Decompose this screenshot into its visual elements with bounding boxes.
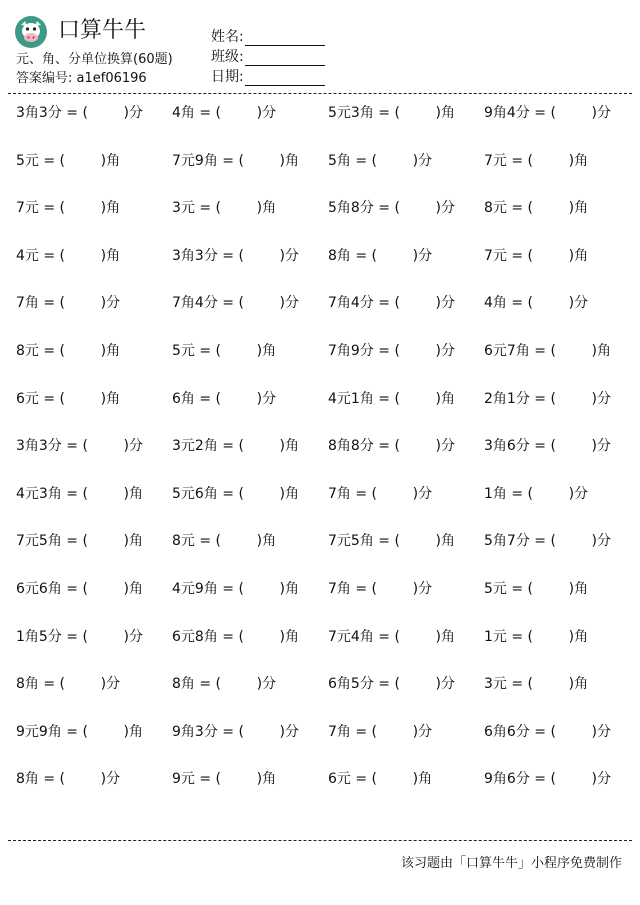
conversion-problem[interactable]: 7角 = ( )分: [328, 723, 433, 740]
name-label: 姓名:: [211, 29, 244, 45]
conversion-problem[interactable]: 7元9角 = ( )角: [172, 152, 299, 169]
conversion-problem[interactable]: 4角 = ( )分: [172, 105, 277, 121]
conversion-problem[interactable]: 3角3分 = ( )分: [16, 438, 143, 455]
conversion-problem[interactable]: 8元 = ( )角: [484, 200, 589, 217]
conversion-problem[interactable]: 9角3分 = ( )分: [172, 723, 299, 740]
conversion-problem[interactable]: 3角6分 = ( )分: [484, 438, 611, 455]
app-title: 口算牛牛: [58, 18, 147, 43]
problem-row: [0, 334, 640, 382]
problem-row: [0, 667, 640, 715]
conversion-problem[interactable]: 8角 = ( )分: [16, 676, 121, 693]
conversion-problem[interactable]: 2角1分 = ( )分: [484, 390, 611, 407]
conversion-problem[interactable]: 3元 = ( )角: [172, 200, 277, 217]
conversion-problem[interactable]: 9元9角 = ( )角: [16, 723, 143, 740]
conversion-problem[interactable]: 1角 = ( )分: [484, 485, 589, 502]
class-blank[interactable]: [245, 50, 325, 66]
problem-row: [0, 429, 640, 477]
problem-grid: [0, 96, 640, 810]
problem-row: [0, 620, 640, 668]
class-label: 班级:: [211, 49, 244, 65]
top-divider: [8, 93, 632, 94]
problem-row: [0, 477, 640, 525]
conversion-problem[interactable]: 7元5角 = ( )角: [16, 533, 143, 550]
footer-credit: 该习题由「口算牛牛」小程序免费制作: [400, 856, 622, 871]
conversion-problem[interactable]: 7角 = ( )分: [16, 295, 121, 312]
conversion-problem[interactable]: 4角 = ( )分: [484, 295, 589, 312]
conversion-problem[interactable]: 7角 = ( )分: [328, 580, 433, 597]
date-field[interactable]: [211, 66, 325, 86]
conversion-problem[interactable]: 7角4分 = ( )分: [328, 295, 455, 312]
conversion-problem[interactable]: 6角6分 = ( )分: [484, 723, 611, 740]
conversion-problem[interactable]: 6元8角 = ( )角: [172, 628, 299, 645]
problem-row: [0, 239, 640, 287]
conversion-problem[interactable]: 4元3角 = ( )角: [16, 485, 143, 502]
student-info-fields: [211, 26, 325, 86]
conversion-problem[interactable]: 6角 = ( )分: [172, 390, 277, 407]
conversion-problem[interactable]: 8元 = ( )角: [16, 342, 121, 359]
conversion-problem[interactable]: 7角4分 = ( )分: [172, 295, 299, 312]
conversion-problem[interactable]: 1元 = ( )角: [484, 628, 589, 645]
conversion-problem[interactable]: 5角7分 = ( )分: [484, 533, 611, 550]
conversion-problem[interactable]: 3元 = ( )角: [484, 676, 589, 693]
conversion-problem[interactable]: 8元 = ( )角: [172, 533, 277, 550]
conversion-problem[interactable]: 4元 = ( )角: [16, 247, 121, 264]
problem-row: [0, 762, 640, 810]
conversion-problem[interactable]: 5角 = ( )分: [328, 152, 433, 169]
conversion-problem[interactable]: 6元6角 = ( )角: [16, 580, 143, 597]
conversion-problem[interactable]: 5元6角 = ( )角: [172, 485, 299, 502]
conversion-problem[interactable]: 7元5角 = ( )角: [328, 533, 455, 550]
conversion-problem[interactable]: 8角 = ( )分: [172, 676, 277, 693]
problem-row: [0, 382, 640, 430]
worksheet-subtitle: 元、角、分单位换算(60题): [16, 52, 173, 67]
conversion-problem[interactable]: 6元 = ( )角: [328, 771, 433, 788]
conversion-problem[interactable]: 7元4角 = ( )角: [328, 628, 455, 645]
conversion-problem[interactable]: 7角 = ( )分: [328, 485, 433, 502]
conversion-problem[interactable]: 4元9角 = ( )角: [172, 580, 299, 597]
date-blank[interactable]: [245, 70, 325, 86]
conversion-problem[interactable]: 7角9分 = ( )分: [328, 342, 455, 359]
date-label: 日期:: [211, 69, 244, 85]
problem-row: [0, 572, 640, 620]
problem-row: [0, 96, 640, 144]
conversion-problem[interactable]: 3角3分 = ( )分: [172, 247, 299, 264]
class-field[interactable]: [211, 46, 325, 66]
conversion-problem[interactable]: 7元 = ( )角: [484, 152, 589, 169]
conversion-problem[interactable]: 6元7角 = ( )角: [484, 342, 611, 359]
conversion-problem[interactable]: 9角4分 = ( )分: [484, 105, 611, 121]
conversion-problem[interactable]: 7元 = ( )角: [484, 247, 589, 264]
conversion-problem[interactable]: 3角3分 = ( )分: [16, 105, 143, 121]
conversion-problem[interactable]: 7元 = ( )角: [16, 200, 121, 217]
conversion-problem[interactable]: 8角 = ( )分: [328, 247, 433, 264]
conversion-problem[interactable]: 6元 = ( )角: [16, 390, 121, 407]
cow-logo-icon: [14, 15, 48, 49]
conversion-problem[interactable]: 5元 = ( )角: [16, 152, 121, 169]
conversion-problem[interactable]: 8角8分 = ( )分: [328, 438, 455, 455]
answer-code: 答案编号: a1ef06196: [16, 71, 147, 86]
problem-row: [0, 524, 640, 572]
conversion-problem[interactable]: 5角8分 = ( )分: [328, 200, 455, 217]
bottom-divider: [8, 840, 632, 841]
conversion-problem[interactable]: 9角6分 = ( )分: [484, 771, 611, 788]
conversion-problem[interactable]: 6角5分 = ( )分: [328, 676, 455, 693]
problem-row: [0, 144, 640, 192]
name-field[interactable]: [211, 26, 325, 46]
conversion-problem[interactable]: 5元 = ( )角: [484, 580, 589, 597]
worksheet-header: [0, 0, 640, 92]
conversion-problem[interactable]: 5元 = ( )角: [172, 342, 277, 359]
conversion-problem[interactable]: 5元3角 = ( )角: [328, 105, 455, 121]
problem-row: [0, 286, 640, 334]
conversion-problem[interactable]: 8角 = ( )分: [16, 771, 121, 788]
name-blank[interactable]: [245, 30, 325, 46]
conversion-problem[interactable]: 9元 = ( )角: [172, 771, 277, 788]
conversion-problem[interactable]: 1角5分 = ( )分: [16, 628, 143, 645]
problem-row: [0, 715, 640, 763]
problem-row: [0, 191, 640, 239]
conversion-problem[interactable]: 4元1角 = ( )角: [328, 390, 455, 407]
conversion-problem[interactable]: 3元2角 = ( )角: [172, 438, 299, 455]
